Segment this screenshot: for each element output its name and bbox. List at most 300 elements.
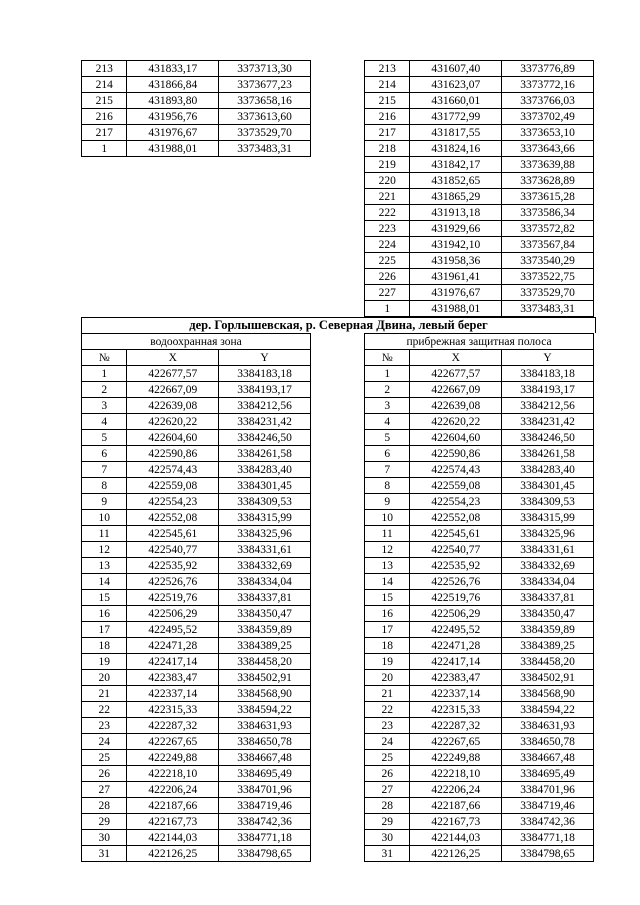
y-coordinate-cell: 3384261,58 <box>219 446 311 462</box>
col-y-header: Y <box>219 350 311 366</box>
table-row <box>365 798 594 814</box>
point-number-cell: 9 <box>365 494 410 510</box>
point-number-cell: 5 <box>82 430 127 446</box>
y-coordinate-cell: 3384193,17 <box>502 382 594 398</box>
table-row <box>365 718 594 734</box>
x-coordinate-cell: 422620,22 <box>127 414 219 430</box>
point-number-cell: 12 <box>82 542 127 558</box>
table-row <box>365 430 594 446</box>
y-coordinate-cell: 3384183,18 <box>219 366 311 382</box>
table-row <box>82 798 311 814</box>
x-coordinate-cell: 422574,43 <box>127 462 219 478</box>
point-number-cell: 14 <box>365 574 410 590</box>
y-coordinate-cell: 3384631,93 <box>502 718 594 734</box>
table-row <box>82 478 311 494</box>
x-coordinate-cell: 431824,16 <box>410 141 502 157</box>
x-coordinate-cell: 422604,60 <box>410 430 502 446</box>
left-subtitle: водоохранная зона <box>82 334 311 350</box>
point-number-cell: 224 <box>365 237 410 253</box>
table-row <box>82 702 311 718</box>
x-coordinate-cell: 431988,01 <box>127 141 219 157</box>
table-row <box>82 830 311 846</box>
x-coordinate-cell: 422167,73 <box>127 814 219 830</box>
y-coordinate-cell: 3384331,61 <box>219 542 311 558</box>
point-number-cell: 214 <box>82 77 127 93</box>
point-number-cell: 28 <box>365 798 410 814</box>
section-title: дер. Горлышевская, р. Северная Двина, левый берег <box>189 318 488 332</box>
table-row <box>82 382 311 398</box>
y-coordinate-cell: 3384631,93 <box>219 718 311 734</box>
point-number-cell: 10 <box>365 510 410 526</box>
point-number-cell: 7 <box>82 462 127 478</box>
water-protection-zone-table-wrap <box>81 333 311 862</box>
x-coordinate-cell: 431893,80 <box>127 93 219 109</box>
point-number-cell: 10 <box>82 510 127 526</box>
point-number-cell: 222 <box>365 205 410 221</box>
table-row <box>365 109 594 125</box>
point-number-cell: 223 <box>365 221 410 237</box>
y-coordinate-cell: 3384325,96 <box>219 526 311 542</box>
table-row <box>82 606 311 622</box>
top-left-table <box>81 60 311 157</box>
table-row <box>365 125 594 141</box>
x-coordinate-cell: 431660,01 <box>410 93 502 109</box>
point-number-cell: 219 <box>365 157 410 173</box>
y-coordinate-cell: 3373766,03 <box>502 93 594 109</box>
point-number-cell: 11 <box>82 526 127 542</box>
y-coordinate-cell: 3384246,50 <box>502 430 594 446</box>
table-row <box>365 782 594 798</box>
y-coordinate-cell: 3373483,31 <box>219 141 311 157</box>
x-coordinate-cell: 422495,52 <box>410 622 502 638</box>
table-row <box>365 622 594 638</box>
table-row <box>82 558 311 574</box>
table-row <box>365 558 594 574</box>
y-coordinate-cell: 3384389,25 <box>502 638 594 654</box>
y-coordinate-cell: 3384359,89 <box>219 622 311 638</box>
x-coordinate-cell: 422535,92 <box>127 558 219 574</box>
table-row <box>82 686 311 702</box>
y-coordinate-cell: 3384315,99 <box>219 510 311 526</box>
point-number-cell: 1 <box>365 301 410 317</box>
subtitle-row <box>82 334 311 350</box>
point-number-cell: 6 <box>365 446 410 462</box>
y-coordinate-cell: 3384742,36 <box>502 814 594 830</box>
x-coordinate-cell: 422187,66 <box>127 798 219 814</box>
table-row <box>365 606 594 622</box>
x-coordinate-cell: 422545,61 <box>127 526 219 542</box>
y-coordinate-cell: 3384325,96 <box>502 526 594 542</box>
x-coordinate-cell: 431865,29 <box>410 189 502 205</box>
y-coordinate-cell: 3384315,99 <box>502 510 594 526</box>
table-row <box>82 61 311 77</box>
x-coordinate-cell: 422267,65 <box>410 734 502 750</box>
table-row <box>365 157 594 173</box>
y-coordinate-cell: 3384309,53 <box>219 494 311 510</box>
coastal-protection-strip-table-wrap <box>364 333 594 862</box>
x-coordinate-cell: 422526,76 <box>127 574 219 590</box>
y-coordinate-cell: 3384231,42 <box>219 414 311 430</box>
x-coordinate-cell: 422519,76 <box>127 590 219 606</box>
table-row <box>82 590 311 606</box>
table-row <box>365 590 594 606</box>
x-coordinate-cell: 422206,24 <box>127 782 219 798</box>
point-number-cell: 20 <box>82 670 127 686</box>
point-number-cell: 216 <box>365 109 410 125</box>
y-coordinate-cell: 3373702,49 <box>502 109 594 125</box>
point-number-cell: 221 <box>365 189 410 205</box>
y-coordinate-cell: 3384568,90 <box>219 686 311 702</box>
x-coordinate-cell: 422677,57 <box>410 366 502 382</box>
col-y-header: Y <box>502 350 594 366</box>
x-coordinate-cell: 422559,08 <box>127 478 219 494</box>
table-row <box>365 414 594 430</box>
point-number-cell: 23 <box>365 718 410 734</box>
y-coordinate-cell: 3373615,28 <box>502 189 594 205</box>
point-number-cell: 21 <box>82 686 127 702</box>
x-coordinate-cell: 422495,52 <box>127 622 219 638</box>
table-row <box>82 718 311 734</box>
table-row <box>82 782 311 798</box>
point-number-cell: 21 <box>365 686 410 702</box>
table-row <box>82 109 311 125</box>
point-number-cell: 225 <box>365 253 410 269</box>
point-number-cell: 22 <box>365 702 410 718</box>
point-number-cell: 213 <box>365 61 410 77</box>
header-row <box>82 350 311 366</box>
point-number-cell: 220 <box>365 173 410 189</box>
x-coordinate-cell: 422249,88 <box>410 750 502 766</box>
y-coordinate-cell: 3384742,36 <box>219 814 311 830</box>
x-coordinate-cell: 422526,76 <box>410 574 502 590</box>
y-coordinate-cell: 3384695,49 <box>219 766 311 782</box>
x-coordinate-cell: 422287,32 <box>410 718 502 734</box>
x-coordinate-cell: 422144,03 <box>127 830 219 846</box>
y-coordinate-cell: 3384798,65 <box>502 846 594 862</box>
x-coordinate-cell: 431976,67 <box>410 285 502 301</box>
x-coordinate-cell: 422287,32 <box>127 718 219 734</box>
x-coordinate-cell: 431913,18 <box>410 205 502 221</box>
table-row <box>365 205 594 221</box>
x-coordinate-cell: 422559,08 <box>410 478 502 494</box>
table-row <box>365 77 594 93</box>
x-coordinate-cell: 422126,25 <box>410 846 502 862</box>
y-coordinate-cell: 3384389,25 <box>219 638 311 654</box>
coastal-protection-strip-table <box>364 333 594 862</box>
x-coordinate-cell: 422218,10 <box>410 766 502 782</box>
x-coordinate-cell: 422383,47 <box>127 670 219 686</box>
x-coordinate-cell: 422506,29 <box>127 606 219 622</box>
x-coordinate-cell: 431833,17 <box>127 61 219 77</box>
table-row <box>365 574 594 590</box>
y-coordinate-cell: 3384771,18 <box>502 830 594 846</box>
table-row <box>365 494 594 510</box>
x-coordinate-cell: 431772,99 <box>410 109 502 125</box>
table-row <box>365 285 594 301</box>
point-number-cell: 217 <box>82 125 127 141</box>
y-coordinate-cell: 3384246,50 <box>219 430 311 446</box>
x-coordinate-cell: 422552,08 <box>410 510 502 526</box>
point-number-cell: 22 <box>82 702 127 718</box>
y-coordinate-cell: 3373529,70 <box>219 125 311 141</box>
table-row <box>365 398 594 414</box>
table-row <box>365 478 594 494</box>
x-coordinate-cell: 422574,43 <box>410 462 502 478</box>
table-row <box>82 526 311 542</box>
point-number-cell: 2 <box>82 382 127 398</box>
table-row <box>82 446 311 462</box>
x-coordinate-cell: 422206,24 <box>410 782 502 798</box>
x-coordinate-cell: 422639,08 <box>127 398 219 414</box>
table-row <box>365 814 594 830</box>
point-number-cell: 23 <box>82 718 127 734</box>
y-coordinate-cell: 3384337,81 <box>219 590 311 606</box>
x-coordinate-cell: 431958,36 <box>410 253 502 269</box>
x-coordinate-cell: 431842,17 <box>410 157 502 173</box>
y-coordinate-cell: 3384594,22 <box>502 702 594 718</box>
y-coordinate-cell: 3373772,16 <box>502 77 594 93</box>
x-coordinate-cell: 422677,57 <box>127 366 219 382</box>
point-number-cell: 1 <box>82 366 127 382</box>
point-number-cell: 13 <box>365 558 410 574</box>
table-row <box>82 398 311 414</box>
y-coordinate-cell: 3384332,69 <box>219 558 311 574</box>
top-left-table-wrap <box>81 60 311 157</box>
y-coordinate-cell: 3384594,22 <box>219 702 311 718</box>
table-row <box>82 670 311 686</box>
point-number-cell: 3 <box>365 398 410 414</box>
table-row <box>365 462 594 478</box>
table-row <box>82 141 311 157</box>
x-coordinate-cell: 422417,14 <box>127 654 219 670</box>
x-coordinate-cell: 431942,10 <box>410 237 502 253</box>
x-coordinate-cell: 422144,03 <box>410 830 502 846</box>
x-coordinate-cell: 422519,76 <box>410 590 502 606</box>
table-row <box>365 542 594 558</box>
y-coordinate-cell: 3384568,90 <box>502 686 594 702</box>
table-row <box>365 526 594 542</box>
y-coordinate-cell: 3384667,48 <box>219 750 311 766</box>
table-row <box>365 446 594 462</box>
table-row <box>365 366 594 382</box>
y-coordinate-cell: 3384719,46 <box>502 798 594 814</box>
top-right-table-wrap <box>364 60 594 317</box>
table-row <box>365 141 594 157</box>
x-coordinate-cell: 431976,67 <box>127 125 219 141</box>
x-coordinate-cell: 431607,40 <box>410 61 502 77</box>
point-number-cell: 3 <box>82 398 127 414</box>
x-coordinate-cell: 422187,66 <box>410 798 502 814</box>
x-coordinate-cell: 422604,60 <box>127 430 219 446</box>
y-coordinate-cell: 3384771,18 <box>219 830 311 846</box>
y-coordinate-cell: 3373643,66 <box>502 141 594 157</box>
point-number-cell: 9 <box>82 494 127 510</box>
y-coordinate-cell: 3384183,18 <box>502 366 594 382</box>
table-row <box>365 237 594 253</box>
table-row <box>365 189 594 205</box>
point-number-cell: 24 <box>82 734 127 750</box>
table-row <box>82 574 311 590</box>
x-coordinate-cell: 431956,76 <box>127 109 219 125</box>
table-row <box>82 414 311 430</box>
table-row <box>365 301 594 317</box>
table-row <box>82 125 311 141</box>
y-coordinate-cell: 3373628,89 <box>502 173 594 189</box>
col-x-header: X <box>410 350 502 366</box>
point-number-cell: 215 <box>365 93 410 109</box>
table-row <box>365 750 594 766</box>
point-number-cell: 31 <box>365 846 410 862</box>
table-row <box>82 510 311 526</box>
y-coordinate-cell: 3384359,89 <box>502 622 594 638</box>
point-number-cell: 11 <box>365 526 410 542</box>
x-coordinate-cell: 422667,09 <box>127 382 219 398</box>
x-coordinate-cell: 431852,65 <box>410 173 502 189</box>
col-num-header: № <box>82 350 127 366</box>
y-coordinate-cell: 3384301,45 <box>219 478 311 494</box>
x-coordinate-cell: 422126,25 <box>127 846 219 862</box>
y-coordinate-cell: 3384695,49 <box>502 766 594 782</box>
y-coordinate-cell: 3384719,46 <box>219 798 311 814</box>
table-row <box>365 510 594 526</box>
point-number-cell: 227 <box>365 285 410 301</box>
point-number-cell: 19 <box>365 654 410 670</box>
right-subtitle: прибрежная защитная полоса <box>365 334 594 350</box>
point-number-cell: 25 <box>365 750 410 766</box>
top-tables <box>81 60 594 317</box>
y-coordinate-cell: 3384650,78 <box>219 734 311 750</box>
y-coordinate-cell: 3384283,40 <box>219 462 311 478</box>
y-coordinate-cell: 3384334,04 <box>219 574 311 590</box>
y-coordinate-cell: 3384337,81 <box>502 590 594 606</box>
point-number-cell: 7 <box>365 462 410 478</box>
y-coordinate-cell: 3384701,96 <box>502 782 594 798</box>
x-coordinate-cell: 422267,65 <box>127 734 219 750</box>
point-number-cell: 1 <box>82 141 127 157</box>
table-row <box>365 766 594 782</box>
table-row <box>82 366 311 382</box>
point-number-cell: 31 <box>82 846 127 862</box>
table-row <box>365 269 594 285</box>
x-coordinate-cell: 422535,92 <box>410 558 502 574</box>
x-coordinate-cell: 422337,14 <box>127 686 219 702</box>
point-number-cell: 13 <box>82 558 127 574</box>
y-coordinate-cell: 3384458,20 <box>219 654 311 670</box>
table-row <box>82 494 311 510</box>
point-number-cell: 28 <box>82 798 127 814</box>
y-coordinate-cell: 3384193,17 <box>219 382 311 398</box>
x-coordinate-cell: 422620,22 <box>410 414 502 430</box>
point-number-cell: 8 <box>82 478 127 494</box>
y-coordinate-cell: 3384261,58 <box>502 446 594 462</box>
y-coordinate-cell: 3384331,61 <box>502 542 594 558</box>
y-coordinate-cell: 3373653,10 <box>502 125 594 141</box>
table-row <box>82 750 311 766</box>
point-number-cell: 14 <box>82 574 127 590</box>
x-coordinate-cell: 422667,09 <box>410 382 502 398</box>
x-coordinate-cell: 422590,86 <box>127 446 219 462</box>
point-number-cell: 26 <box>365 766 410 782</box>
point-number-cell: 25 <box>82 750 127 766</box>
point-number-cell: 30 <box>365 830 410 846</box>
x-coordinate-cell: 422218,10 <box>127 766 219 782</box>
y-coordinate-cell: 3373613,60 <box>219 109 311 125</box>
x-coordinate-cell: 422471,28 <box>410 638 502 654</box>
y-coordinate-cell: 3384334,04 <box>502 574 594 590</box>
point-number-cell: 214 <box>365 77 410 93</box>
x-coordinate-cell: 422249,88 <box>127 750 219 766</box>
point-number-cell: 216 <box>82 109 127 125</box>
x-coordinate-cell: 431817,55 <box>410 125 502 141</box>
x-coordinate-cell: 431961,41 <box>410 269 502 285</box>
table-row <box>365 702 594 718</box>
point-number-cell: 2 <box>365 382 410 398</box>
point-number-cell: 5 <box>365 430 410 446</box>
table-row <box>365 61 594 77</box>
y-coordinate-cell: 3373540,29 <box>502 253 594 269</box>
point-number-cell: 29 <box>82 814 127 830</box>
point-number-cell: 18 <box>82 638 127 654</box>
x-coordinate-cell: 422506,29 <box>410 606 502 622</box>
table-row <box>365 846 594 862</box>
point-number-cell: 6 <box>82 446 127 462</box>
x-coordinate-cell: 422471,28 <box>127 638 219 654</box>
table-row <box>365 830 594 846</box>
y-coordinate-cell: 3384650,78 <box>502 734 594 750</box>
y-coordinate-cell: 3384283,40 <box>502 462 594 478</box>
point-number-cell: 15 <box>82 590 127 606</box>
y-coordinate-cell: 3384798,65 <box>219 846 311 862</box>
x-coordinate-cell: 422315,33 <box>410 702 502 718</box>
x-coordinate-cell: 422639,08 <box>410 398 502 414</box>
y-coordinate-cell: 3373713,30 <box>219 61 311 77</box>
table-row <box>82 638 311 654</box>
point-number-cell: 213 <box>82 61 127 77</box>
y-coordinate-cell: 3384301,45 <box>502 478 594 494</box>
point-number-cell: 215 <box>82 93 127 109</box>
point-number-cell: 30 <box>82 830 127 846</box>
point-number-cell: 19 <box>82 654 127 670</box>
y-coordinate-cell: 3384231,42 <box>502 414 594 430</box>
y-coordinate-cell: 3373483,31 <box>502 301 594 317</box>
coordinates-document <box>81 60 594 862</box>
table-row <box>365 734 594 750</box>
y-coordinate-cell: 3373529,70 <box>502 285 594 301</box>
x-coordinate-cell: 422554,23 <box>127 494 219 510</box>
table-row <box>82 430 311 446</box>
y-coordinate-cell: 3384667,48 <box>502 750 594 766</box>
x-coordinate-cell: 431988,01 <box>410 301 502 317</box>
y-coordinate-cell: 3373567,84 <box>502 237 594 253</box>
point-number-cell: 26 <box>82 766 127 782</box>
x-coordinate-cell: 422545,61 <box>410 526 502 542</box>
table-row <box>82 462 311 478</box>
col-num-header: № <box>365 350 410 366</box>
table-row <box>82 542 311 558</box>
table-row <box>82 846 311 862</box>
y-coordinate-cell: 3384350,47 <box>219 606 311 622</box>
y-coordinate-cell: 3384309,53 <box>502 494 594 510</box>
x-coordinate-cell: 431866,84 <box>127 77 219 93</box>
y-coordinate-cell: 3384350,47 <box>502 606 594 622</box>
section-header <box>81 317 596 333</box>
y-coordinate-cell: 3373639,88 <box>502 157 594 173</box>
x-coordinate-cell: 431929,66 <box>410 221 502 237</box>
y-coordinate-cell: 3384502,91 <box>502 670 594 686</box>
x-coordinate-cell: 422417,14 <box>410 654 502 670</box>
header-row <box>365 350 594 366</box>
x-coordinate-cell: 422540,77 <box>127 542 219 558</box>
